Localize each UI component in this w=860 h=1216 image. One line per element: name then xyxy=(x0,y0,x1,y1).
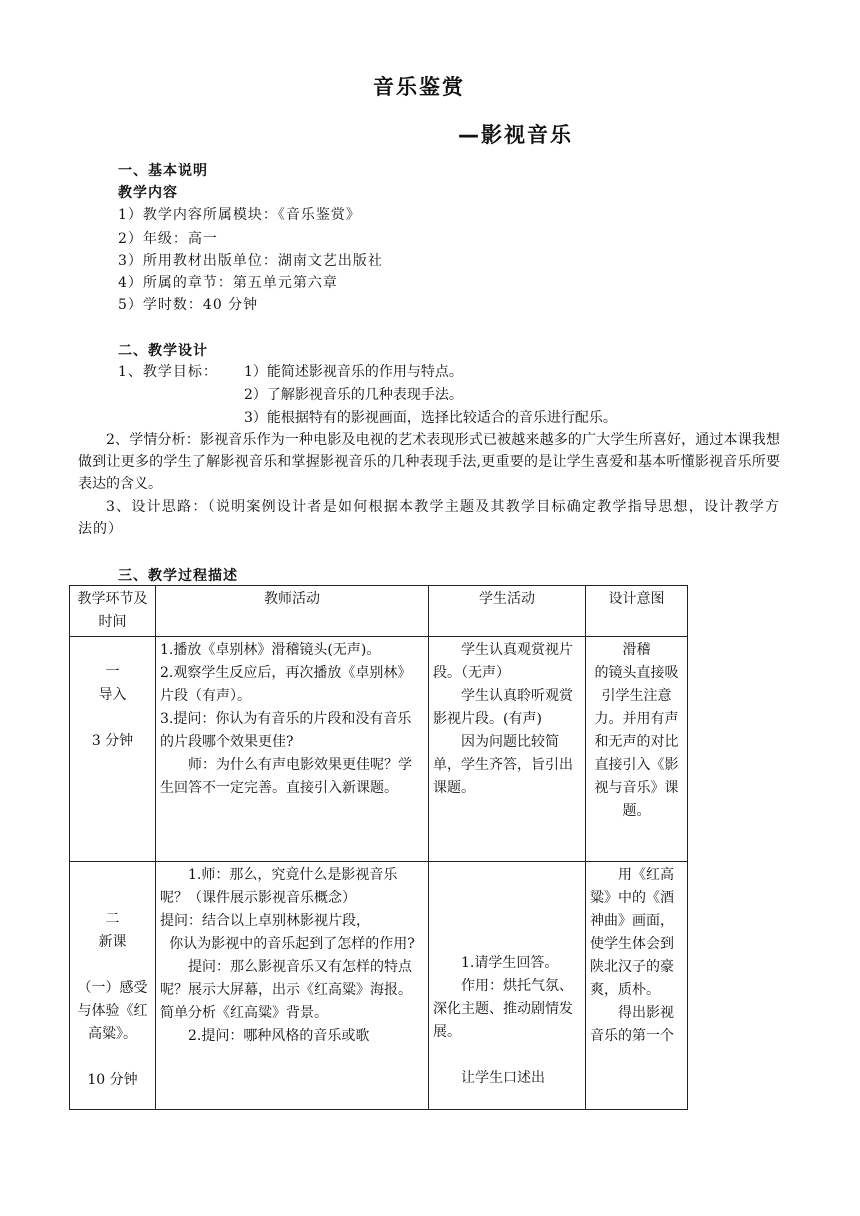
section2-heading: 二、教学设计 xyxy=(118,343,208,359)
table-header-row xyxy=(70,586,688,637)
section1-item: 4）所属的章节：第五单元第六章 xyxy=(118,275,338,291)
section3-heading: 三、教学过程描述 xyxy=(118,568,238,584)
goal-item: 1）能简述影视音乐的作用与特点。 xyxy=(244,364,463,380)
section1-item: 2）年级：高一 xyxy=(118,231,218,247)
student-step: 让学生口述出 xyxy=(461,1070,545,1086)
section1-item: 3）所用教材出版单位：湖南文艺出版社 xyxy=(118,253,383,269)
intent-cell: 滑稽 的镜头直接吸引学生注意力。并用有声和无声的对比直接引入《影视与音乐》课题。 xyxy=(586,637,688,862)
student-step: 1.请学生回答。 xyxy=(461,955,559,971)
teacher-step: 1.播放《卓别林》滑稽镜头(无声)。 xyxy=(160,642,381,658)
table-row xyxy=(70,862,688,1110)
teacher-step: 2.提问：哪种风格的音乐或歌 xyxy=(188,1028,370,1044)
teacher-cell xyxy=(156,637,429,862)
section1-heading: 一、基本说明 xyxy=(118,163,208,179)
document-title: 音乐鉴赏 xyxy=(373,75,465,99)
teacher-cell xyxy=(156,862,429,1110)
teacher-step: 提问：那么影视音乐又有怎样的特点呢？展示大屏幕，出示《红高粱》海报。简单分析《红高粱》背景。 xyxy=(160,959,412,1021)
intent-cell xyxy=(586,862,688,1110)
design-paragraph: 3、设计思路：（说明案例设计者是如何根据本教学主题及其教学目标确定教学指导思想，设计教学方法的） xyxy=(78,499,780,537)
table-row xyxy=(70,637,688,862)
teacher-step: 1.师：那么，究竟什么是影视音乐呢？（课件展示影视音乐概念） xyxy=(160,867,398,906)
teaching-process-table xyxy=(69,585,688,1110)
header-stage: 教学环节及时间 xyxy=(70,586,156,637)
teacher-step: 提问：结合以上卓别林影视片段， xyxy=(160,913,370,929)
student-step: 学生认真观赏视片段。（无声） xyxy=(433,642,573,681)
teacher-step: 3.提问：你认为有音乐的片段和没有音乐的片段哪个效果更佳? xyxy=(160,711,412,750)
goal-label: 1、教学目标： xyxy=(118,364,218,380)
stage-cell: 二 新课 （一）感受与体验《红高粱》。 10 分钟 xyxy=(70,862,156,1110)
header-student: 学生活动 xyxy=(429,586,586,637)
student-step: 作用：烘托气氛、深化主题、推动剧情发展。 xyxy=(433,978,573,1040)
teacher-step: 2.观察学生反应后，再次播放《卓别林》片段（有声）。 xyxy=(160,665,412,704)
document-subtitle: —影视音乐 xyxy=(458,123,573,147)
analysis-paragraph: 2、学情分析：影视音乐作为一种电影及电视的艺术表现形式已被越来越多的广大学生所喜好，通过本课我想做到让更多的学生了解影视音乐和掌握影视音乐的几种表现手法,更重要的是让学生喜爱和基本听懂影视音乐所要表达的含义。 xyxy=(78,432,780,492)
student-cell xyxy=(429,862,586,1110)
teacher-step: 你认为影视中的音乐起到了怎样的作用? xyxy=(169,936,415,952)
header-intent: 设计意图 xyxy=(586,586,688,637)
section1-item: 1）教学内容所属模块：《音乐鉴赏》 xyxy=(118,207,361,223)
student-step: 因为问题比较简单，学生齐答，旨引出课题。 xyxy=(433,734,573,796)
goal-item: 3）能根据特有的影视画面，选择比较适合的音乐进行配乐。 xyxy=(244,410,617,426)
intent-step: 得出影视音乐的第一个 xyxy=(590,1005,674,1044)
teacher-step: 师：为什么有声电影效果更佳呢？学生回答不一定完善。直接引入新课题。 xyxy=(160,757,412,796)
section1-subheading: 教学内容 xyxy=(118,185,178,201)
goal-item: 2）了解影视音乐的几种表现手法。 xyxy=(244,387,463,403)
intent-step: 用《红高粱》中的《酒神曲》画面，使学生体会到陕北汉子的豪爽，质朴。 xyxy=(590,867,674,998)
header-teacher: 教师活动 xyxy=(156,586,429,637)
section1-item: 5）学时数：40 分钟 xyxy=(118,297,259,313)
student-cell xyxy=(429,637,586,862)
stage-cell: 一 导入 3 分钟 xyxy=(70,637,156,862)
student-step: 学生认真聆听观赏影视片段。(有声) xyxy=(433,688,573,727)
